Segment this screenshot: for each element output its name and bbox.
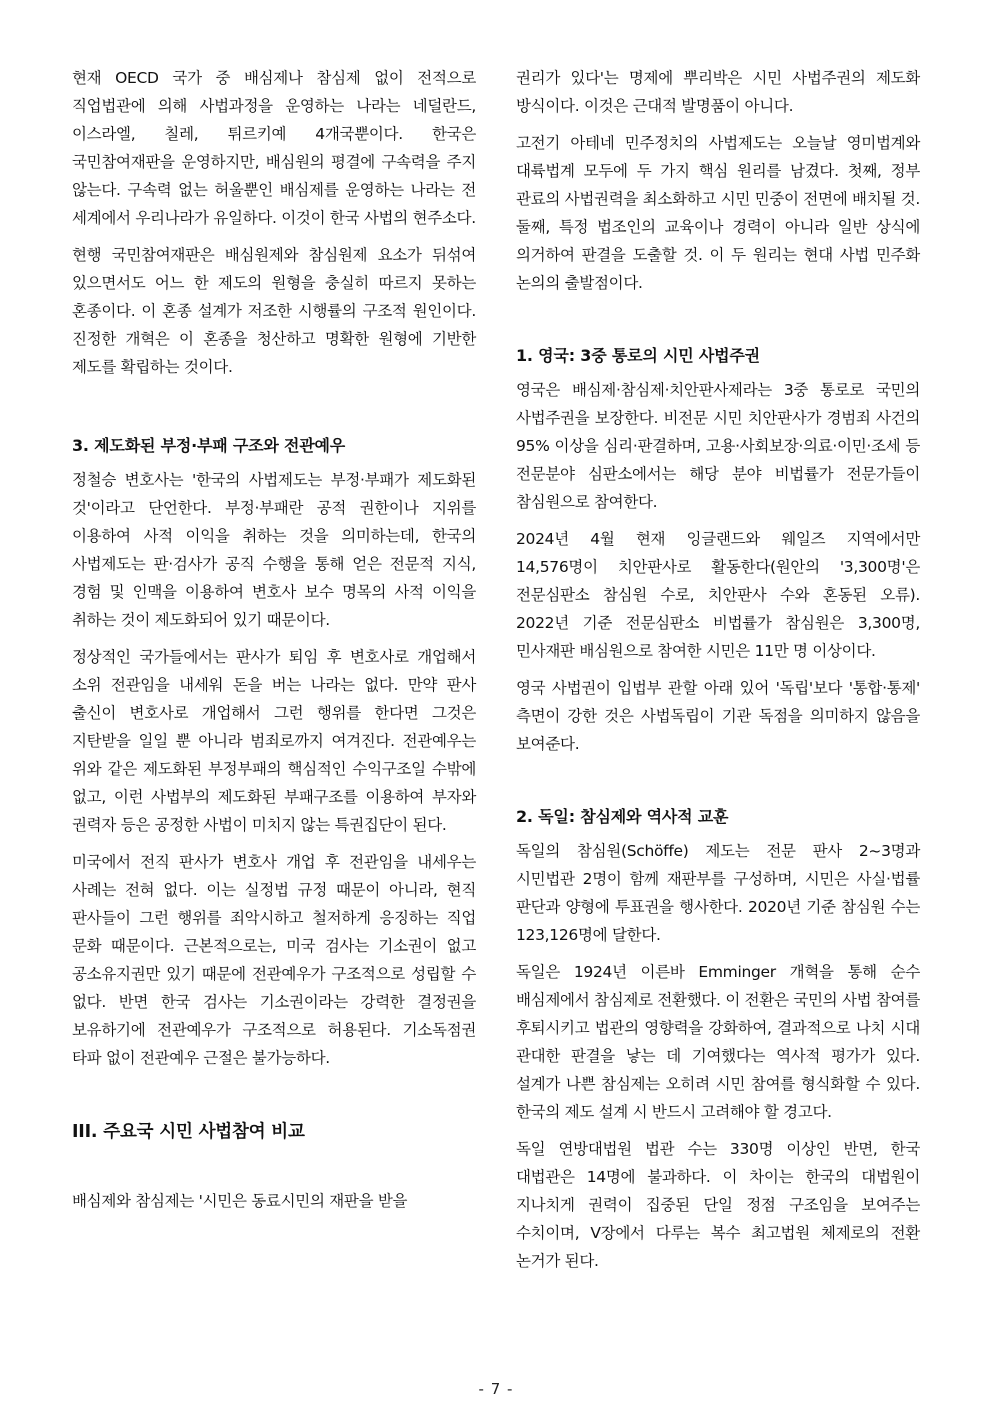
- right-column: [516, 64, 920, 1284]
- paragraph: 독일은 1924년 이른바 Emminger 개혁을 통해 순수 배심제에서 참심제로 전환했다. 이 전환은 국민의 사법 참여를 후퇴시키고 법관의 영향력을 강화하여, 결과적으로 나치 시대 관대한 판결을 낳는 데 기여했다는 역사적 평가가 있다. 설계가 나쁜 참심제는 오히려 시민 참여를 형식화할 수 있다. 한국의 제도 설계 시 반드시 고려해야 할 경고다.: [516, 963, 920, 1121]
- paragraph: 배심제와 참심제는 '시민은 동료시민의 재판을 받을: [72, 1192, 408, 1210]
- paragraph: 독일 연방대법원 법관 수는 330명 이상인 반면, 한국 대법관은 14명에 불과하다. 이 차이는 한국의 대법원이 지나치게 권력이 집중된 단일 정점 구조임을 보여주는 수치이며, V장에서 다루는 복수 최고법원 체제로의 전환 논거가 된다.: [516, 1140, 920, 1270]
- paragraph: 현재 OECD 국가 중 배심제나 참심제 없이 전적으로 직업법관에 의해 사법과정을 운영하는 나라는 네덜란드, 이스라엘, 칠레, 튀르키예 4개국뿐이다. 한국은 국민참여재판을 운영하지만, 배심원의 평결에 구속력을 주지 않는다. 구속력 없는 허울뿐인 배심제를 운영하는 나라는 전 세계에서 우리나라가 유일하다. 이것이 한국 사법의 현주소다.: [72, 69, 476, 227]
- paragraph: 2024년 4월 현재 잉글랜드와 웨일즈 지역에서만 14,576명이 치안판사로 활동한다(원안의 '3,300명'은 전문심판소 참심원 수로, 치안판사 수와 혼동된 오류). 2022년 기준 전문심판소 비법률가 참심원은 3,300명, 민사재판 배심원으로 참여한 시민은 11만 명 이상이다.: [516, 530, 920, 660]
- section-heading-3: 3. 제도화된 부정·부패 구조와 전관예우: [72, 436, 346, 455]
- paragraph: 영국 사법권이 입법부 관할 아래 있어 '독립'보다 '통합·통제' 측면이 강한 것은 사법독립이 기관 독점을 의미하지 않음을 보여준다.: [516, 679, 920, 753]
- section-spacer: [516, 306, 920, 342]
- section-spacer: [72, 1147, 476, 1187]
- section-spacer: [516, 767, 920, 803]
- section-heading-uk: 1. 영국: 3중 통로의 시민 사법주권: [516, 346, 760, 365]
- left-column: [72, 64, 476, 1224]
- page-number: - 7 -: [478, 1380, 514, 1398]
- paragraph: 권리가 있다'는 명제에 뿌리박은 시민 사법주권의 제도화 방식이다. 이것은 근대적 발명품이 아니다.: [516, 69, 920, 115]
- paragraph: 정상적인 국가들에서는 판사가 퇴임 후 변호사로 개업해서 소위 전관임을 내세워 돈을 버는 나라는 없다. 만약 판사 출신이 변호사로 개업해서 그런 행위를 한다면 그것은 지탄받을 일일 뿐 아니라 범죄로까지 여겨진다. 전관예우는 위와 같은 제도화된 부정부패의 핵심적인 수익구조일 수밖에 없고, 이런 사법부의 제도화된 부패구조를 이용하여 부자와 권력자 등은 공정한 사법이 미치지 않는 특권집단이 된다.: [72, 648, 476, 834]
- section-spacer: [72, 1081, 476, 1117]
- paragraph: 현행 국민참여재판은 배심원제와 참심원제 요소가 뒤섞여 있으면서도 어느 한 제도의 원형을 충실히 따르지 못하는 혼종이다. 이 혼종 설계가 저조한 시행률의 구조적 원인이다. 진정한 개혁은 이 혼종을 청산하고 명확한 원형에 기반한 제도를 확립하는 것이다.: [72, 246, 476, 376]
- paragraph: 독일의 참심원(Schöffe) 제도는 전문 판사 2~3명과 시민법관 2명이 함께 재판부를 구성하며, 시민은 사실·법률 판단과 양형에 투표권을 행사한다. 2020년 기준 참심원 수는 123,126명에 달한다.: [516, 842, 920, 944]
- section-spacer: [72, 390, 476, 432]
- paragraph: 미국에서 전직 판사가 변호사 개업 후 전관임을 내세우는 사례는 전혀 없다. 이는 실정법 규정 때문이 아니라, 현직 판사들이 그런 행위를 죄악시하고 철저하게 응징하는 직업 문화 때문이다. 근본적으로는, 미국 검사는 기소권이 없고 공소유지권만 있기 때문에 전관예우가 구조적으로 성립할 수 없다. 반면 한국 검사는 기소권이라는 강력한 결정권을 보유하기에 전관예우가 구조적으로 허용된다. 기소독점권 타파 없이 전관예우 근절은 불가능하다.: [72, 853, 476, 1067]
- paragraph: 고전기 아테네 민주정치의 사법제도는 오늘날 영미법계와 대륙법계 모두에 두 가지 핵심 원리를 남겼다. 첫째, 정부 관료의 사법권력을 최소화하고 시민 민중이 전면에 배치될 것. 둘째, 특정 법조인의 교육이나 경력이 아니라 일반 상식에 의거하여 판결을 도출할 것. 이 두 원리는 현대 사법 민주화 논의의 출발점이다.: [516, 134, 920, 292]
- section-heading-germany: 2. 독일: 참심제와 역사적 교훈: [516, 807, 729, 826]
- paragraph: 정철승 변호사는 '한국의 사법제도는 부정·부패가 제도화된 것'이라고 단언한다. 부정·부패란 공적 권한이나 지위를 이용하여 사적 이익을 취하는 것을 의미하는데, 한국의 사법제도는 판·검사가 공직 수행을 통해 얻은 전문적 지식, 경험 및 인맥을 이용하여 변호사 보수 명목의 사적 이익을 취하는 것이 제도화되어 있기 때문이다.: [72, 471, 476, 629]
- part-heading-iii: III. 주요국 시민 사법참여 비교: [72, 1122, 305, 1142]
- paragraph: 영국은 배심제·참심제·치안판사제라는 3중 통로로 국민의 사법주권을 보장한다. 비전문 시민 치안판사가 경범죄 사건의 95% 이상을 심리·판결하며, 고용·사회보장·의료·이민·조세 등 전문분야 심판소에서는 해당 분야 비법률가 전문가들이 참심원으로 참여한다.: [516, 381, 920, 511]
